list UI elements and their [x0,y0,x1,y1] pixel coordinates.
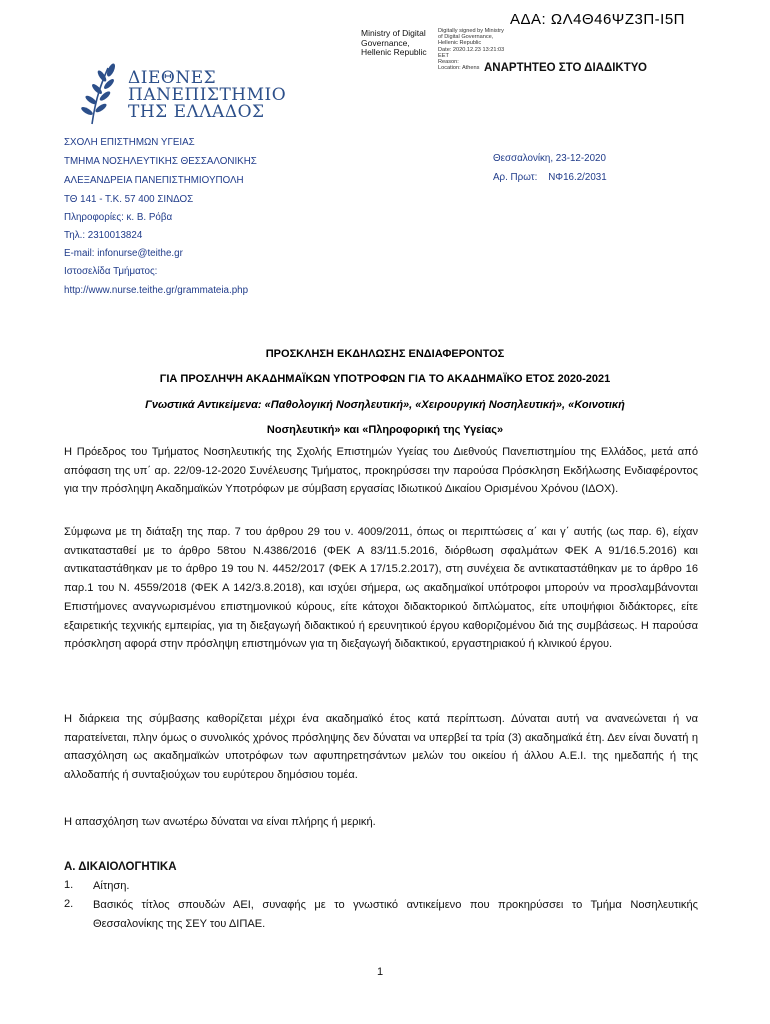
document-date: Θεσσαλονίκη, 23-12-2020 [493,153,606,164]
subject-line-1: Γνωστικά Αντικείμενα: «Παθολογική Νοσηλευτική», «Χειρουργική Νοσηλευτική», «Κοινοτική [145,399,625,411]
department-name: ΤΜΗΜΑ ΝΟΣΗΛΕΥΤΙΚΗΣ ΘΕΣΣΑΛΟΝΙΚΗΣ [64,156,257,167]
list-item-number: 2. [64,898,74,910]
website-link[interactable]: http://www.nurse.teithe.gr/grammateia.php [64,285,249,296]
university-logo [78,62,126,128]
paragraph-intro: Η Πρόεδρος του Τμήματος Νοσηλευτικής της Σχολής Επιστημών Υγείας του Διεθνούς Πανεπιστημίου της Ελλάδος, μετά από απόφαση της υπ΄ αρ. 22/09-12-2020 Συνέλευσης Τμήματος, προκηρύσσει την παρούσα Πρόσκληση Εκδήλωσης Ενδιαφέροντος για την πρόσληψη Ακαδημαϊκών Υποτρόφων με σύμβαση εργασίας Ιδιωτικού Δικαίου Ορισμένου Χρόνου (ΙΔΟΧ). [64,446,698,496]
document-title: ΠΡΟΣΚΛΗΣΗ ΕΚΔΗΛΩΣΗΣ ΕΝΔΙΑΦΕΡΟΝΤΟΣ [265,348,505,360]
campus-name: ΑΛΕΞΑΝΔΡΕΙΑ ΠΑΝΕΠΙΣΤΗΜΙΟΥΠΟΛΗ [64,175,244,186]
paragraph-employment: Η απασχόληση των ανωτέρω δύναται να είναι πλήρης ή μερική. [64,816,376,828]
university-logo-text: ΔΙΕΘΝΕΣ ΠΑΝΕΠΙΣΤΗΜΙΟ ΤΗΣ ΕΛΛΑΔΟΣ [128,68,287,122]
paragraph-legal-basis: Σύμφωνα με τη διάταξη της παρ. 7 του άρθρου 29 του ν. 4009/2011, όπως οι περιπτώσεις α΄ και γ΄ αυτής (ως παρ. 6), είχαν αντικατασταθεί με το άρθρο 58του Ν.4386/2016 (ΦΕΚ Α 83/11.5.2016, διόρθωση σφαλμάτων ΦΕΚ Α 91/16.5.2016) και αντικαταστάθηκαν με το άρθρο 19 του Ν. 4452/2017 (ΦΕΚ Α 17/15.2.2017), στη συνέχεια δε αντικαταστάθηκαν με το άρθρο 16 παρ.1 του Ν. 4559/2018 (ΦΕΚ Α 142/3.8.2018), και ισχύει σήμερα, ως ακαδημαϊκοί υπότροφοι μπορούν να προσλαμβάνονται Επιστήμονες αναγνωρισμένου επιστημονικού κύρους, είτε κάτοχοι διδακτορικού διπλώματος, είτε υποψήφιοι διδάκτορες, είτε εξαιρετικής τεχνικής εμπειρίας, για τη διεξαγωγή διδακτικού ή ερευνητικού έργου καθοριζομένου διά της συμβάσεως. Η παρούσα πρόσκληση αφορά στην πρόσληψη επιστημόνων για τη διεξαγωγή διδακτικού, εργαστηριακού ή κλινικού έργου. [64,526,698,651]
list-item-text: Αίτηση. [93,880,130,892]
signature-details: Digitally signed by Ministry of Digital Governance, Hellenic Republic Date: 2020.12.23 13:21:03 EET Reason: Location: Athens [438,28,505,72]
protocol-number: Αρ. Πρωτ: ΝΦ16.2/2031 [493,172,607,183]
school-name: ΣΧΟΛΗ ΕΠΙΣΤΗΜΩΝ ΥΓΕΙΑΣ [64,137,195,148]
ada-code: ΑΔΑ: ΩΛ4Θ46ΨΖ3Π-Ι5Π [510,11,685,28]
post-online-label: ΑΝΑΡΤΗΤΕΟ ΣΤΟ ΔΙΑΔΙΚΤΥΟ [484,62,647,74]
olive-branch-icon [78,62,126,128]
section-a-title: Α. ΔΙΚΑΙΟΛΟΓΗΤΙΚΑ [64,861,177,873]
postal-address: ΤΘ 141 - Τ.Κ. 57 400 ΣΙΝΔΟΣ [64,194,194,205]
list-item-text: Βασικός τίτλος σπουδών ΑΕΙ, συναφής με το γνωστικό αντικείμενο που προκηρύσσει το Τμήμα Νοσηλευτικής Θεσσαλονίκης της ΣΕΥ του ΔΙΠΑΕ. [93,899,698,930]
website-label: Ιστοσελίδα Τμήματος: [64,266,158,277]
signature-organization: Ministry of Digital Governance, Hellenic Republic [361,28,427,57]
email-address: E-mail: infonurse@teithe.gr [64,248,183,259]
info-contact: Πληροφορίες: κ. Β. Ρόβα [64,212,173,223]
document-subtitle: ΓΙΑ ΠΡΟΣΛΗΨΗ ΑΚΑΔΗΜΑΪΚΩΝ ΥΠΟΤΡΟΦΩΝ ΓΙΑ ΤΟ ΑΚΑΔΗΜΑΪΚΟ ΕΤΟΣ 2020-2021 [159,373,611,385]
phone-number: Τηλ.: 2310013824 [64,230,143,241]
page-number: 1 [376,966,384,978]
list-item-number: 1. [64,879,74,891]
paragraph-duration: Η διάρκεια της σύμβασης καθορίζεται μέχρι ένα ακαδημαϊκό έτος κατά περίπτωση. Δύναται αυτή να ανανεώνεται ή να παρατείνεται, πλην όμως ο συνολικός χρόνος πρόσληψης δεν δύναται να υπερβεί τα τρία (3) ακαδημαϊκά έτη. Δεν είναι δυνατή η απασχόληση ως ακαδημαϊκών υποτρόφων των αφυπηρετησάντων μελών του οικείου ή άλλου Α.Ε.Ι. της ημεδαπής ή της αλλοδαπής ή συνταξιούχων του ευρύτερου δημόσιου τομέα. [64,713,698,782]
subject-line-2: Νοσηλευτική» και «Πληροφορική της Υγείας» [266,424,504,436]
